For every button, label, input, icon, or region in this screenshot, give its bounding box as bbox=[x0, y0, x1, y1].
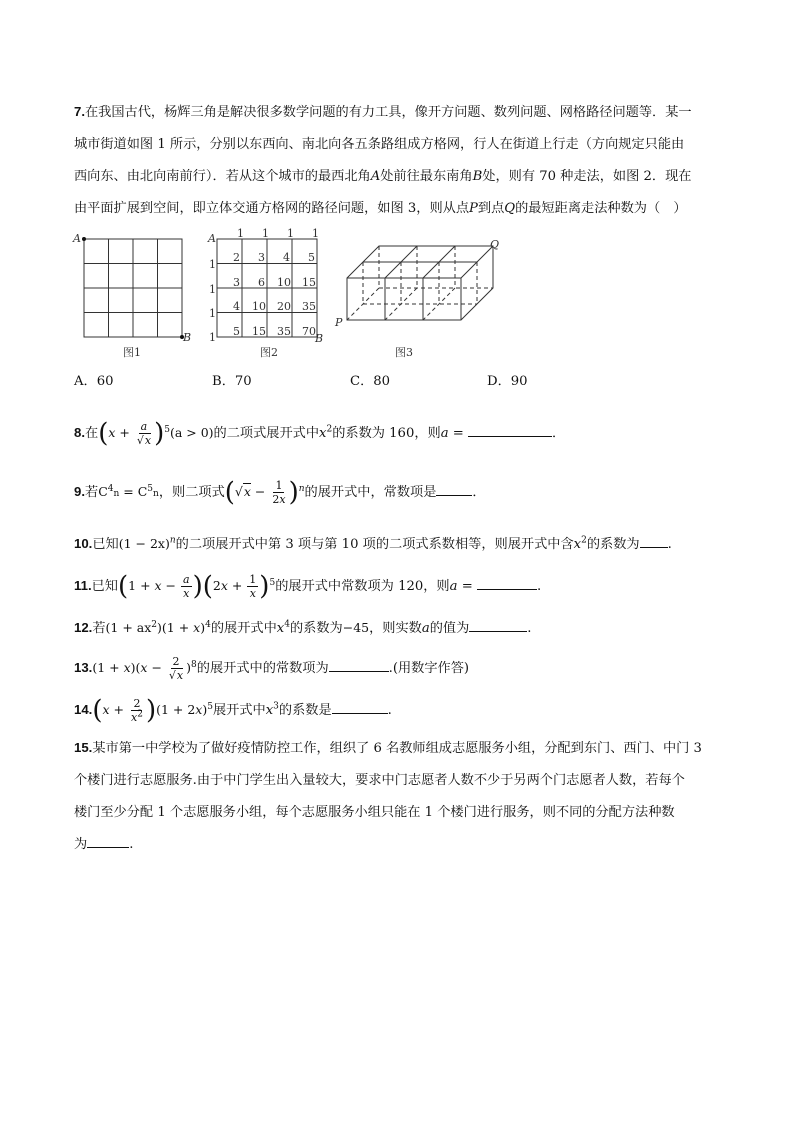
q7-option-c[interactable]: C．80 bbox=[350, 374, 391, 389]
q13-answer-blank[interactable] bbox=[329, 659, 389, 672]
figure-3-cuboid bbox=[333, 236, 503, 362]
q9-answer-blank[interactable] bbox=[436, 483, 472, 496]
question-14: 14.(x + $\frac{2}{x^2}$ )$(1 + 2x)^5$展开式中$x^3$的系数是 . bbox=[74, 695, 392, 726]
q9-expression: (√x − $\frac{1}{2x}$ )$^n$ bbox=[224, 477, 305, 508]
fig2-cell: 5 bbox=[233, 325, 240, 338]
fig1-point-b: B bbox=[183, 331, 192, 344]
q12-expression: $(1 + ax^2)(1 + x)^4$ bbox=[105, 619, 211, 635]
question-12: 12.若$(1 + ax^2)(1 + x)^4$的展开式中$x^4$的系数为−45，则实数a的值为 . bbox=[74, 619, 532, 636]
q7-number: 7. bbox=[74, 104, 85, 119]
q7-option-b[interactable]: B．70 bbox=[212, 374, 252, 389]
fig2-cell: 2 bbox=[233, 251, 240, 264]
question-13: 13.(1 + x)(x − $\frac{2}{√x}$ )$^8$的展开式中的常数项为 .(用数字作答) bbox=[74, 655, 470, 682]
q10-answer-blank[interactable] bbox=[640, 535, 668, 548]
q15-answer-blank[interactable] bbox=[87, 835, 129, 848]
fig2-caption: 图2 bbox=[260, 346, 278, 359]
question-11: 11.已知(1 + x − $\frac{a}{x}$ )(2x + $\frac{1}{x}$ )$^5$的展开式中常数项为 120，则a = . bbox=[74, 571, 542, 602]
q7-line-1: 7.在我国古代，杨辉三角是解决很多数学问题的有力工具，像开方问题、数列问题、网格路径问题等．某一 bbox=[74, 104, 692, 120]
fig2-top-4: 1 bbox=[312, 227, 319, 240]
fig2-point-b: B bbox=[315, 332, 324, 345]
q7-line-2: 城市街道如图 1 所示，分别以东西向、南北向各五条路组成方格网，行人在街道上行走（方向规定只能由 bbox=[74, 137, 685, 152]
fig2-left-3: 1 bbox=[209, 307, 216, 320]
fig2-cell: 3 bbox=[233, 276, 240, 289]
q8-expression: (x + $\frac{a}{√x}$ )$^5$ bbox=[98, 418, 170, 449]
fig3-caption: 图3 bbox=[395, 346, 413, 359]
fig2-top-3: 1 bbox=[287, 227, 294, 240]
fig2-point-a: A bbox=[208, 232, 216, 245]
q7-line-3: 西向东、由北向南前行）．若从这个城市的最西北角A处前往最东南角B处，则有 70 种走法，如图 2．现在 bbox=[74, 169, 692, 184]
figure-1 bbox=[70, 232, 196, 362]
fig2-cell: 6 bbox=[258, 276, 265, 289]
fig2-left-1: 1 bbox=[209, 258, 216, 271]
fig2-left-2: 1 bbox=[209, 283, 216, 296]
fig2-cell: 10 bbox=[252, 300, 266, 313]
q7-line-4: 由平面扩展到空间，即立体交通方格网的路径问题，如图 3，则从点P到点Q的最短距离走法种数为（ ） bbox=[74, 201, 687, 216]
fig2-cell: 15 bbox=[302, 276, 316, 289]
fig2-cell: 5 bbox=[308, 251, 315, 264]
q7-option-d[interactable]: D．90 bbox=[487, 374, 528, 389]
q14-expression: (x + $\frac{2}{x^2}$ )$(1 + 2x)^5$ bbox=[92, 695, 213, 726]
fig2-top-1: 1 bbox=[237, 227, 244, 240]
fig2-cell: 35 bbox=[302, 300, 316, 313]
question-8: 8.在(x + $\frac{a}{√x}$ )$^5$(a > 0)的二项式展开式中$x^2$的系数为 160，则a = ． bbox=[74, 418, 566, 449]
fig2-cell: 70 bbox=[302, 325, 316, 338]
q9-condition: $C^4n = C^5n$ bbox=[98, 483, 159, 499]
question-15 bbox=[74, 732, 724, 861]
question-10: 10.已知$(1 - 2x)^n$的二项展开式中第 3 项与第 10 项的二项式系数相等，则展开式中含$x^2$的系数为 . bbox=[74, 535, 672, 552]
q15-line-2: 个楼门进行志愿服务.由于中门学生出入量较大，要求中门志愿者人数不少于另两个门志愿者人数，若每个 bbox=[74, 773, 685, 788]
q15-line-3: 楼门至少分配 1 个志愿服务小组，每个志愿服务小组只能在 1 个楼门进行服务，则不同的分配方法种数 bbox=[74, 805, 675, 820]
fig2-top-2: 1 bbox=[262, 227, 269, 240]
figure-2 bbox=[205, 228, 330, 362]
fig2-left-4: 1 bbox=[209, 331, 216, 344]
q11-answer-blank[interactable] bbox=[477, 577, 537, 590]
fig2-cell: 4 bbox=[283, 251, 290, 264]
fig2-cell: 20 bbox=[277, 300, 291, 313]
question-7 bbox=[74, 96, 724, 225]
q15-line-1: 15.某市第一中学校为了做好疫情防控工作，组织了 6 名教师组成志愿服务小组，分配到东门、西门、中门 3 bbox=[74, 740, 702, 756]
fig3-point-q: Q bbox=[490, 238, 500, 251]
figure-3 bbox=[333, 236, 503, 362]
question-9: 9.若$C^4n = C^5n$，则二项式(√x − $\frac{1}{2x}$ )$^n$的展开式中，常数项是 ． bbox=[74, 477, 486, 508]
figure-1-grid bbox=[70, 232, 196, 362]
fig2-cell: 4 bbox=[233, 300, 240, 313]
q14-answer-blank[interactable] bbox=[332, 701, 388, 714]
fig2-cell: 10 bbox=[277, 276, 291, 289]
fig2-cell: 35 bbox=[277, 325, 291, 338]
figure-2-grid bbox=[205, 228, 330, 362]
fig2-cell: 15 bbox=[252, 325, 266, 338]
q7-option-a[interactable]: A．60 bbox=[74, 374, 114, 389]
q15-line-4: 为 . bbox=[74, 837, 134, 852]
q11-expression: (1 + x − $\frac{a}{x}$ )(2x + $\frac{1}{x}$ )$^5$ bbox=[117, 571, 276, 602]
q13-expression: (1 + x)(x − $\frac{2}{√x}$ )$^8$ bbox=[92, 655, 197, 682]
fig1-point-a: A bbox=[73, 232, 81, 245]
fig3-point-p: P bbox=[335, 316, 343, 329]
fig2-cell: 3 bbox=[258, 251, 265, 264]
q8-answer-blank[interactable] bbox=[468, 424, 552, 437]
fig1-caption: 图1 bbox=[123, 346, 141, 359]
q12-answer-blank[interactable] bbox=[469, 619, 527, 632]
